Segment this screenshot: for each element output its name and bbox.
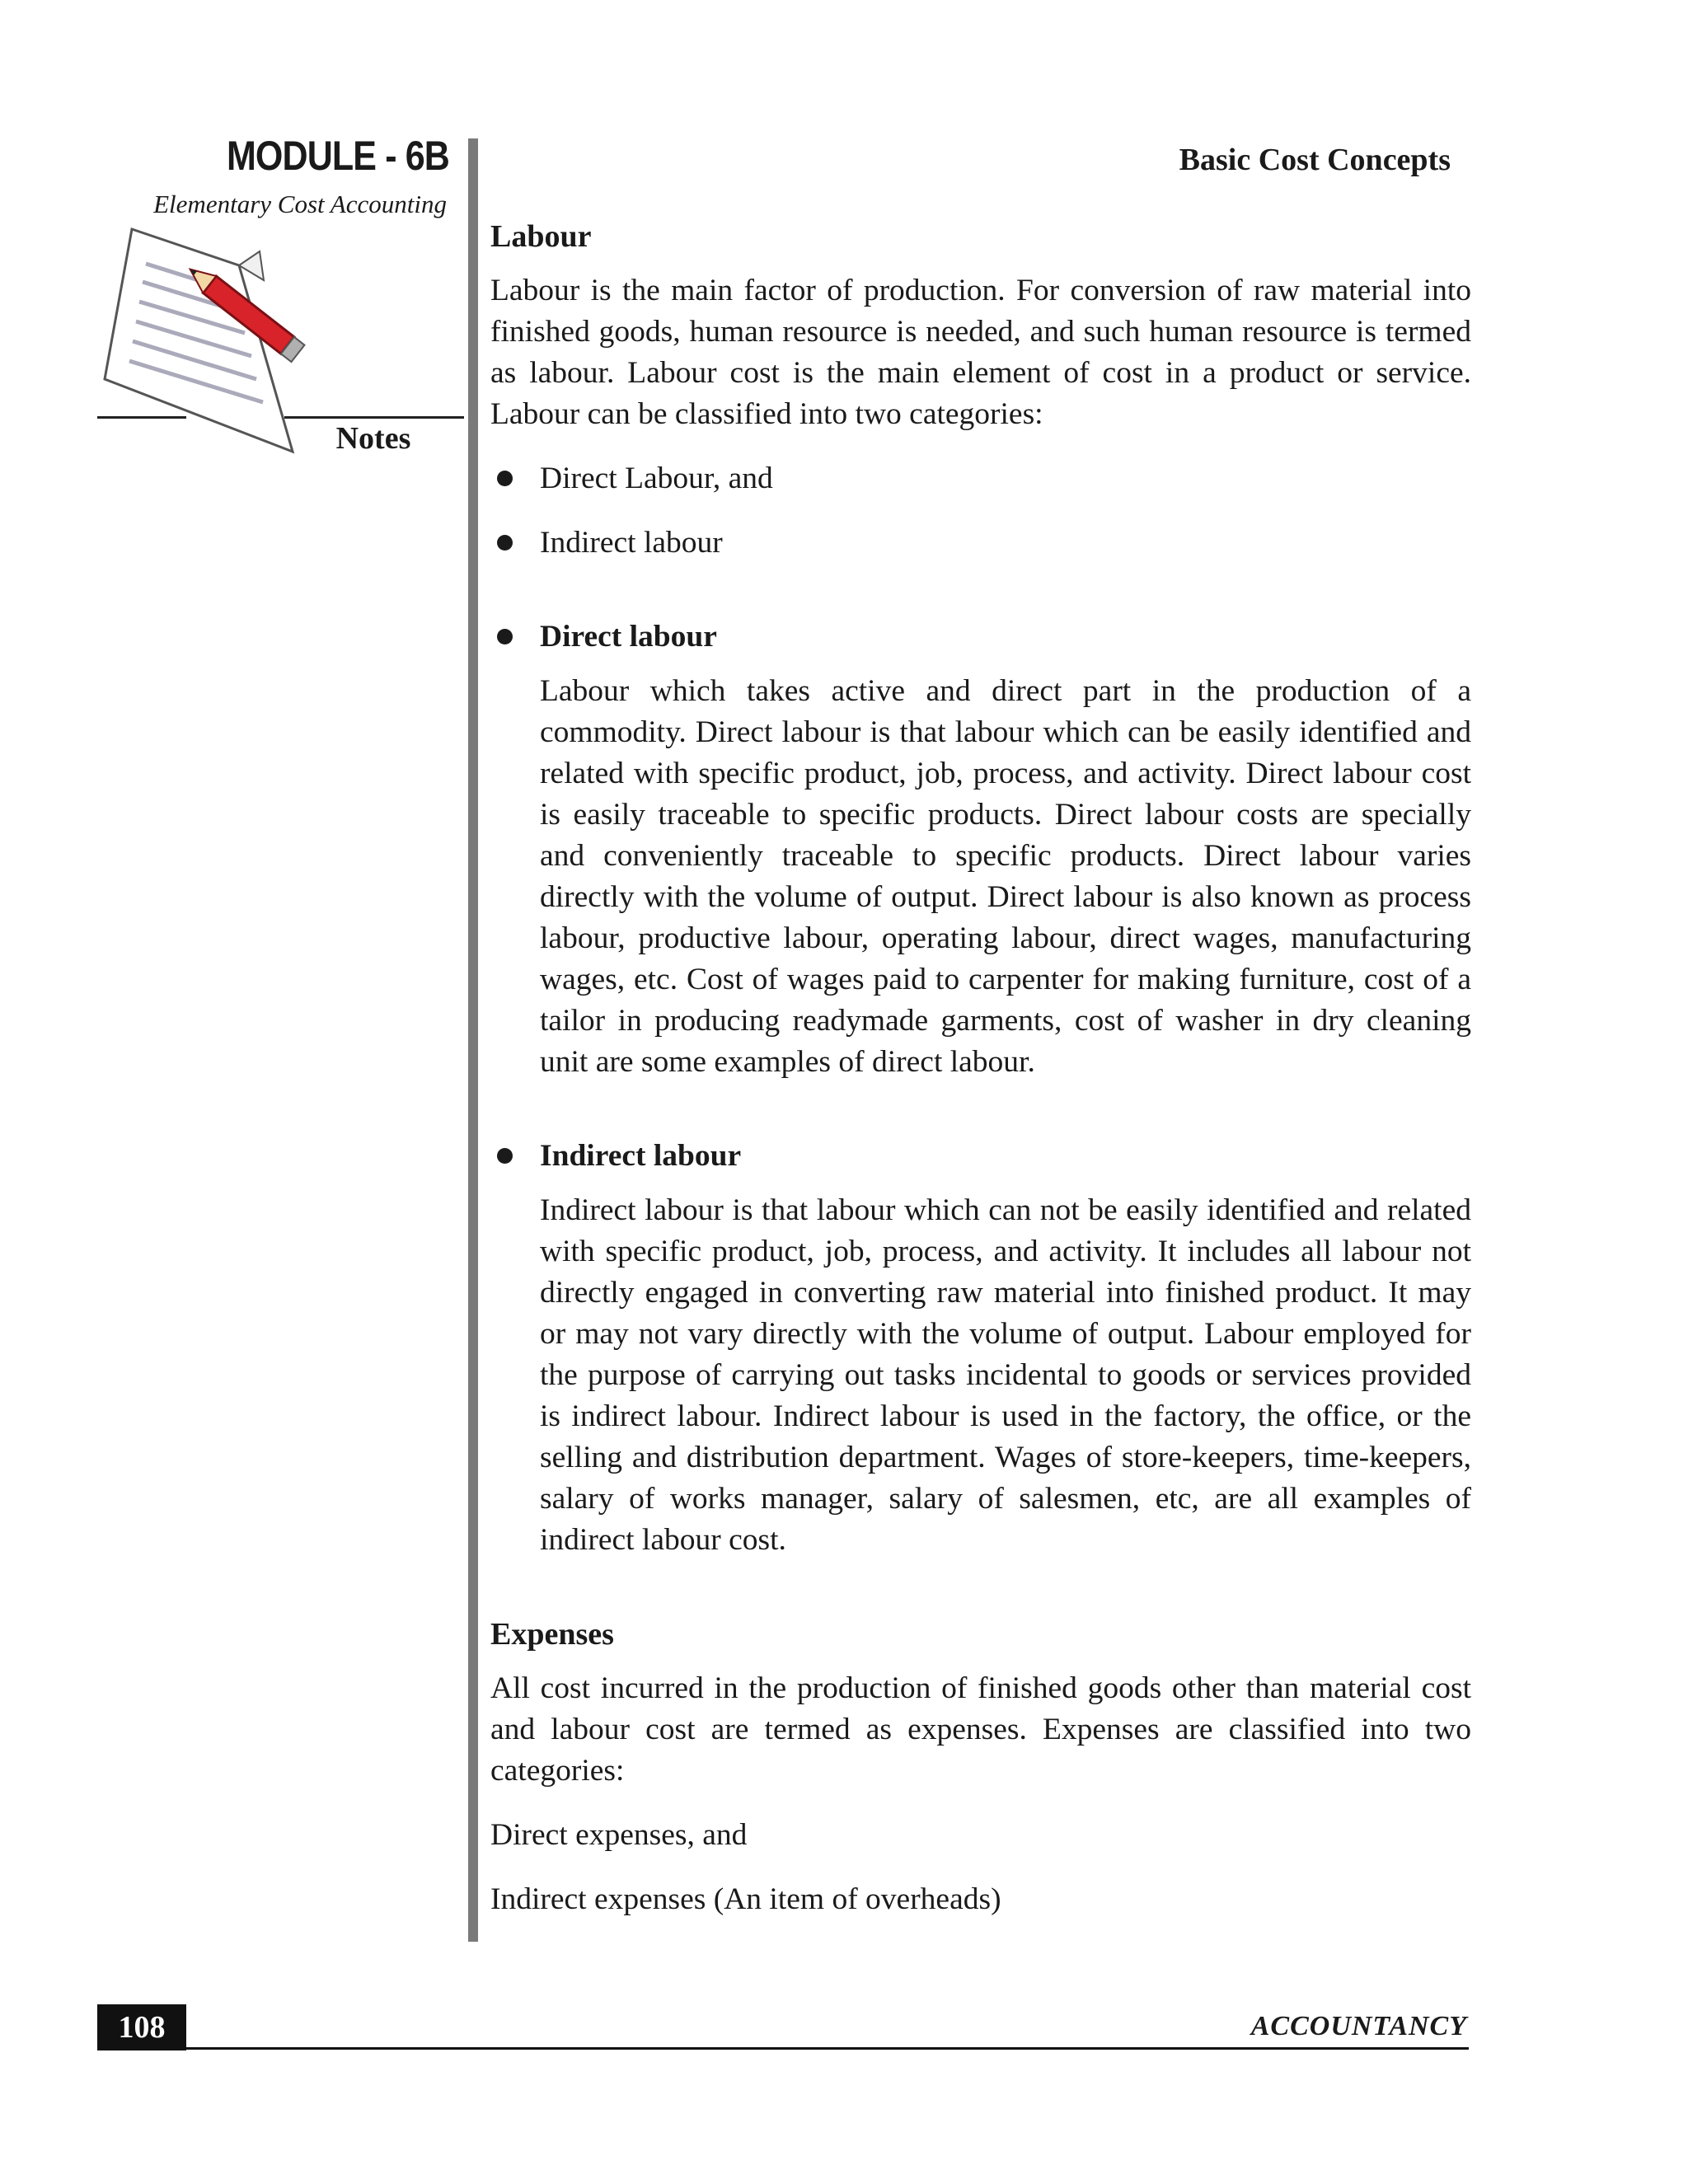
list-item bbox=[490, 523, 1471, 564]
notes-label: Notes bbox=[335, 421, 411, 456]
list-item bbox=[490, 458, 1471, 499]
footer-subject: ACCOUNTANCY bbox=[1250, 2011, 1467, 2041]
labour-heading: Labour bbox=[490, 219, 592, 254]
margin-bar bbox=[468, 138, 478, 1942]
main-content bbox=[490, 216, 1471, 1920]
list-item-text: Direct Labour, and bbox=[540, 462, 773, 495]
page-number: 108 bbox=[97, 2004, 186, 2050]
indirect-labour-text: Indirect labour is that labour which can not be easily identified and related with specific product, job, process, and activity. It includes all labour not directly engaged in converting raw material into finished product. It may or may not vary directly with the volume of output. Labour employed for the purpose of carrying out tasks incidental to goods or services provided is indirect labour. Indirect labour is used in the factory, the office, or the selling and distribution department. Wages of store-keepers, time-keepers, salary of works manager, salary of salesmen, etc, are all examples of indirect labour cost. bbox=[540, 1193, 1471, 1557]
expenses-item: Direct expenses, and bbox=[490, 1818, 748, 1852]
footer-rule bbox=[97, 2047, 1469, 2050]
direct-labour-text: Labour which takes active and direct part in the production of a commodity. Direct labour is that labour which can be easily identified and related with specific product, job, process, and activity. Direct labour cost is easily traceable to specific products. Direct labour costs are specially and conveniently traceable to specific products. Direct labour varies directly with the volume of output. Direct labour is also known as process labour, productive labour, operating labour, direct wages, manufacturing wages, etc. Cost of wages paid to carpenter for making furniture, cost of a tailor in producing readymade garments, cost of washer in dry cleaning unit are some examples of direct labour. bbox=[540, 674, 1471, 1079]
expenses-item: Indirect expenses (An item of overheads) bbox=[490, 1882, 1001, 1916]
notes-rule-right bbox=[284, 416, 464, 419]
expenses-intro: All cost incurred in the production of finished goods other than material cost and labour cost are termed as expenses. Expenses are classified into two categories: bbox=[490, 1671, 1471, 1788]
module-subtitle: Elementary Cost Accounting bbox=[153, 190, 447, 218]
labour-intro: Labour is the main factor of production. For conversion of raw material into finished goods, human resource is needed, and such human resource is termed as labour. Labour cost is the main element of cost in a product or service. Labour can be classified into two categories: bbox=[490, 274, 1471, 431]
bullet-icon bbox=[497, 535, 513, 551]
notes-rule-left bbox=[97, 416, 186, 419]
expenses-heading: Expenses bbox=[490, 1617, 614, 1652]
list-item-text: Indirect labour bbox=[540, 526, 723, 560]
direct-labour-heading bbox=[490, 616, 1471, 658]
chapter-title: Basic Cost Concepts bbox=[1179, 143, 1451, 177]
bullet-icon bbox=[497, 629, 513, 644]
bullet-icon bbox=[497, 471, 513, 486]
indirect-labour-heading-text: Indirect labour bbox=[540, 1139, 742, 1173]
module-title: MODULE - 6B bbox=[226, 133, 449, 179]
bullet-icon bbox=[497, 1148, 513, 1164]
indirect-labour-heading bbox=[490, 1136, 1471, 1177]
direct-labour-heading-text: Direct labour bbox=[540, 620, 717, 654]
notepad-pencil-icon bbox=[95, 223, 317, 466]
